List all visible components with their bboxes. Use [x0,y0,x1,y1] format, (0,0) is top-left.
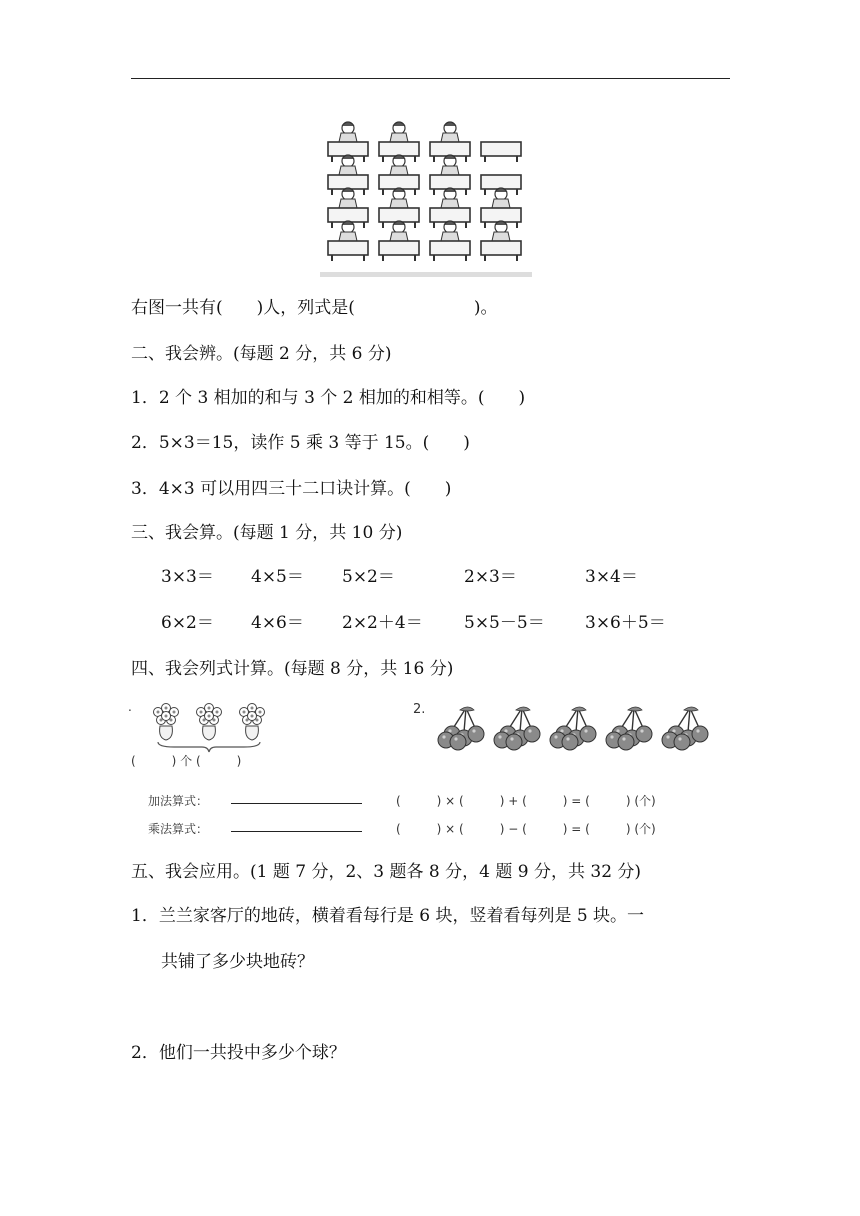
desk-icon [379,142,419,156]
leaf-icon [460,707,474,711]
multiplication-answer-line [231,831,362,832]
calc-item: 5×2＝ [342,567,395,587]
desk-icon [481,208,521,222]
desk-icon [328,142,368,156]
calc-item: 2×3＝ [464,567,517,587]
desk-icon [379,175,419,189]
desk-icon [379,208,419,222]
desk-icon [430,241,470,255]
cherry-icon [524,726,540,742]
problem2-formula-2: ( ) × ( ) − ( ) = ( ) (个) [396,822,656,836]
leaf-icon [628,707,642,711]
calc-item: 5×5－5＝ [464,613,545,633]
leaf-icon [516,707,530,711]
leaf-icon [572,707,586,711]
multiplication-formula-label: 乘法算式： [148,822,209,836]
classroom-question: 右图一共有( )人，列式是( )。 [131,298,498,318]
application-q2: 2．他们一共投中多少个球？ [131,1043,346,1063]
cherry-icon [674,734,690,750]
vase-count-blanks: ( ) 个 ( ) [131,754,242,768]
cherry-icon [562,734,578,750]
cherry-icon [506,734,522,750]
calc-item: 2×2＋4＝ [342,613,423,633]
calc-item: 3×3＝ [161,567,214,587]
cherry-icon [580,726,596,742]
desk-icon [379,241,419,255]
section4-title: 四、我会列式计算。(每题 8 分，共 16 分) [131,659,454,679]
calc-item: 4×6＝ [251,613,304,633]
vase-icon [203,726,216,740]
addition-answer-line [231,803,362,804]
desk-icon [430,175,470,189]
flower-vases-illustration [144,700,274,758]
leaf-icon [684,707,698,711]
problem2-number: 2. [413,702,426,717]
desk-icon [481,241,521,255]
desk-icon [430,142,470,156]
brace-icon [158,742,260,752]
cherry-icon [450,734,466,750]
calc-item: 4×5＝ [251,567,304,587]
section5-title: 五、我会应用。(1 题 7 分，2、3 题各 8 分，4 题 9 分，共 32 分) [131,862,642,882]
cherry-icon [636,726,652,742]
judge-item-1: 1．2 个 3 相加的和与 3 个 2 相加的和相等。( ) [131,388,526,408]
vase-icon [246,726,259,740]
application-q1-line2: 共铺了多少块地砖？ [161,952,314,972]
problem2-formula-1: ( ) × ( ) + ( ) = ( ) (个) [396,794,656,808]
desk-icon [430,208,470,222]
classroom-illustration [320,112,532,278]
desk-icon [328,241,368,255]
desk-icon [328,175,368,189]
calc-item: 3×6＋5＝ [585,613,666,633]
cherries-illustration [436,704,726,752]
cherry-icon [618,734,634,750]
judge-item-2: 2．5×3＝15，读作 5 乘 3 等于 15。( ) [131,433,470,453]
desk-icon [481,142,521,156]
calc-item: 6×2＝ [161,613,214,633]
section2-title: 二、我会辨。(每题 2 分，共 6 分) [131,344,392,364]
application-q1-line1: 1．兰兰家客厅的地砖，横着看每行是 6 块，竖着看每列是 5 块。一 [131,906,645,926]
problem1-marker: . [128,700,132,714]
addition-formula-label: 加法算式： [148,794,209,808]
vase-icon [160,726,173,740]
section3-title: 三、我会算。(每题 1 分，共 10 分) [131,523,403,543]
cherry-icon [468,726,484,742]
calc-item: 3×4＝ [585,567,638,587]
desk-icon [481,175,521,189]
judge-item-3: 3．4×3 可以用四三十二口诀计算。( ) [131,479,452,499]
cherry-icon [692,726,708,742]
top-rule [131,78,730,79]
desk-icon [328,208,368,222]
